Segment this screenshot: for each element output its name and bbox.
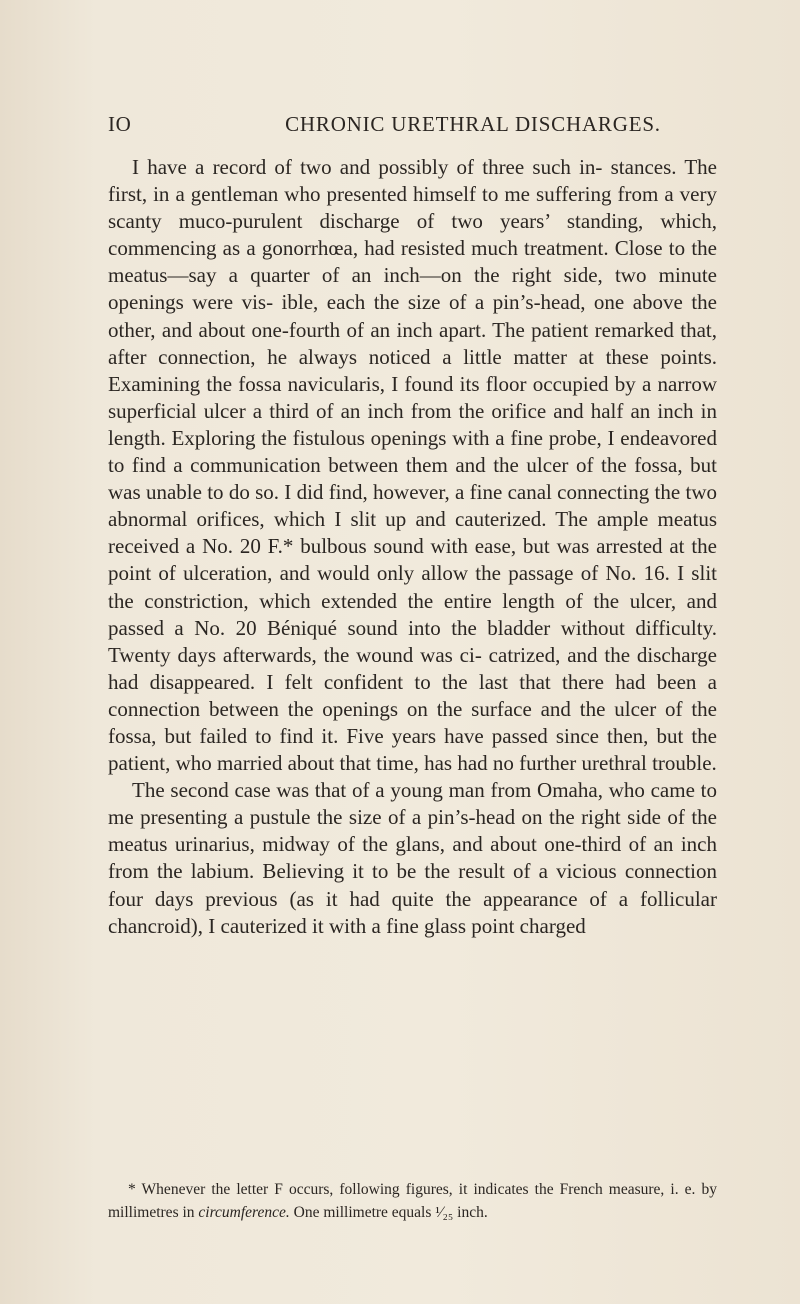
paragraph-first-case: I have a record of two and possibly of three such in- stances. The first, in a gentleman who presented himself to me suffering from a very scanty muco-purulent discharge of two years’ standing, which, commencing as a gonorrhœa, had resisted much treatment. Close to the meatus—say a quarter of an inch—on the right side, two minute openings were vis- ible, each the size of a pin’s-head, one above the other, and about one-fourth of an inch apart. The patient remarked that, after connection, he always noticed a little matter at these points. Examining the fossa navicularis, I found its floor occupied by a narrow superficial ulcer a third of an inch from the orifice and half an inch in length. Exploring the fistulous openings with a fine probe, I endeavored to find a communication between them and the ulcer of the fossa, but was unable to do so. I did find, however, a fine canal connecting the two abnormal orifices, which I slit up and cauterized. The ample meatus received a No. 20 F.* bulbous sound with ease, but was arrested at the point of ulceration, and would only allow the passage of No. 16. I slit the constriction, which extended the entire length of the ulcer, and passed a No. 20 Béniqué sound into the bladder without difficulty. Twenty days afterwards, the wound was ci- catrized, and the discharge had disappeared. I felt confident to the last that there had been a connection between the openings on the surface and the ulcer of the fossa, but failed to find it. Five years have passed since then, but the patient, who married about that time, has had no further urethral trouble. [108,155,717,776]
body-text [108,154,717,940]
page-number: IO [108,112,132,136]
footnote [108,1178,717,1224]
footnote-text-start: * Whenever the letter F occurs, following figures, it indicates the French measure, i. e. by millimetres in [108,1181,717,1221]
page-header [108,112,718,142]
running-head: CHRONIC URETHRAL DISCHARGES. [285,112,661,136]
footnote-text-end: One millimetre equals ¹⁄₂₅ inch. [289,1204,488,1221]
footnote-italic-term: circumference. [198,1204,290,1221]
footnote-text [108,1178,717,1224]
paragraph-second-case: The second case was that of a young man from Omaha, who came to me presenting a pustule the size of a pin’s-head on the right side of the meatus urinarius, midway of the glans, and about one-third of an inch from the labium. Believing it to be the result of a vicious connection four days previous (as it had quite the appearance of a follicular chancroid), I cauterized it with a fine glass point charged [108,778,717,938]
